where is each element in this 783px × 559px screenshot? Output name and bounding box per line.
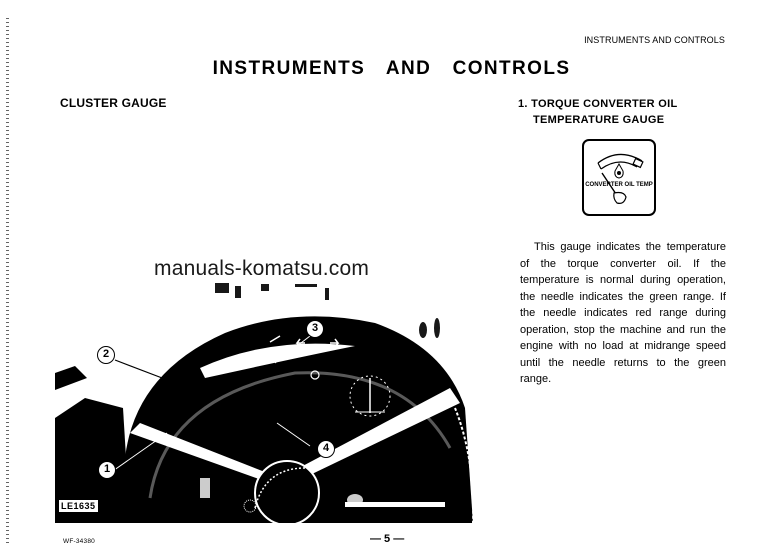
- watermark: manuals-komatsu.com: [154, 257, 370, 280]
- callout-3: 3: [306, 320, 324, 338]
- item-heading-line1: TORQUE CONVERTER OIL: [531, 98, 678, 110]
- steering-wheel-dashboard-image: [55, 278, 515, 523]
- page-number: — 5 —: [370, 533, 405, 545]
- gauge-description: [520, 239, 726, 388]
- photo-reference-code: LE1635: [58, 499, 99, 513]
- callout-1: 1: [98, 461, 116, 479]
- running-header: INSTRUMENTS AND CONTROLS: [584, 35, 725, 45]
- gauge-dial-icon: [584, 141, 654, 214]
- document-code: WF-34380: [63, 538, 95, 545]
- gauge-description-text: This gauge indicates the temperature of the torque converter oil. If the temperature is normal during operation, the needle indicates the green range. If the needle indicates red range during operation, stop the machine and run the engine with no load at midrange speed until the needle returns to the green range.: [520, 241, 726, 385]
- torque-converter-oil-temp-gauge-icon: [582, 139, 656, 216]
- binding-edge-dots: [6, 18, 9, 543]
- section-heading-cluster-gauge: CLUSTER GAUGE: [60, 96, 167, 110]
- callout-4: 4: [317, 440, 335, 458]
- callout-2: 2: [97, 346, 115, 364]
- gauge-label: CONVERTER OIL TEMP: [585, 182, 653, 188]
- item-number: 1.: [518, 98, 528, 110]
- page-title: INSTRUMENTS AND CONTROLS: [212, 58, 571, 79]
- cluster-gauge-photo: [55, 278, 515, 523]
- item-heading-torque-converter: [518, 96, 678, 128]
- item-heading-line2: TEMPERATURE GAUGE: [533, 114, 665, 126]
